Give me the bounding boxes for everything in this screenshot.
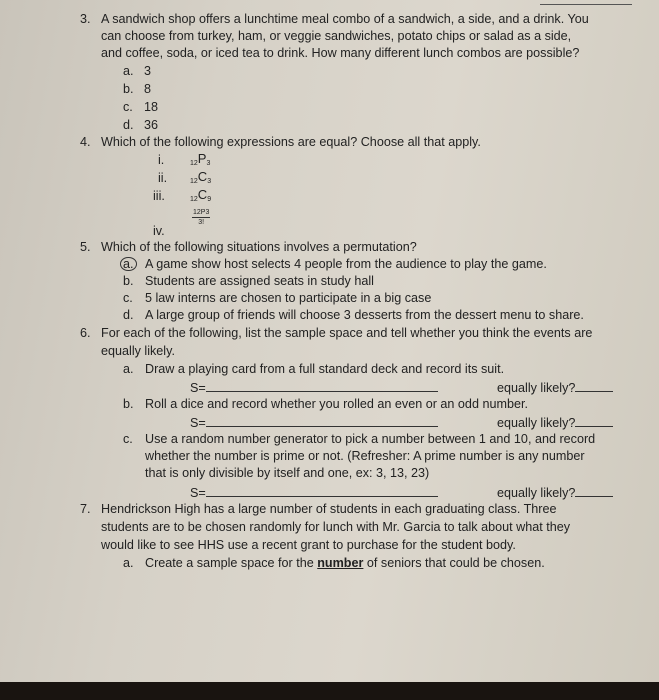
q4-expression-iii: $12C_9$ bbox=[190, 187, 212, 203]
q6-text-line: equally likely. bbox=[101, 344, 175, 358]
q3-option-letter: a. bbox=[123, 64, 134, 78]
q3-option-text: 8 bbox=[144, 82, 152, 96]
q6c-text-line: whether the number is prime or not. (Refresher: A prime number is any number bbox=[145, 449, 585, 463]
q5-option-text: Students are assigned seats in study hall bbox=[145, 274, 374, 288]
q5-option-text: A game show host selects 4 people from the audience to play the game. bbox=[145, 257, 547, 271]
q4-number: 4. bbox=[80, 135, 91, 149]
q7-text-line: Hendrickson High has a large number of students in each graduating class. Three bbox=[101, 502, 557, 516]
q6b-equally-likely[interactable]: equally likely? bbox=[497, 414, 613, 431]
q3-text-line: can choose from turkey, ham, or veggie sandwiches, potato chips or salad as a side, bbox=[101, 29, 572, 43]
q3-option-text: 36 bbox=[144, 118, 159, 132]
q6c-sample-space[interactable]: S= bbox=[190, 484, 438, 501]
q6a-sample-space[interactable]: S= bbox=[190, 379, 438, 396]
q7-text-line: students are to be chosen randomly for lunch with Mr. Garcia to talk about what they bbox=[101, 520, 571, 534]
q3-text-line: A sandwich shop offers a lunchtime meal combo of a sandwich, a side, and a drink. You bbox=[101, 12, 589, 26]
q5-option-text: A large group of friends will choose 3 desserts from the dessert menu to share. bbox=[145, 308, 584, 322]
q7a-letter: a. bbox=[123, 556, 134, 570]
q5-number: 5. bbox=[80, 240, 91, 254]
q4-expression-ii: $12C_3$ bbox=[190, 169, 212, 185]
q6-number: 6. bbox=[80, 326, 91, 340]
q3-option-letter: d. bbox=[123, 118, 134, 132]
header-rule bbox=[540, 4, 632, 5]
q4-text: Which of the following expressions are equal? Choose all that apply. bbox=[101, 135, 481, 149]
q4-numeral: i. bbox=[158, 153, 165, 167]
q3-number: 3. bbox=[80, 12, 91, 26]
q6c-text-line: that is only divisible by itself and one, ex: 3, 13, 23) bbox=[145, 466, 430, 480]
q4-numeral: iii. bbox=[153, 189, 165, 203]
q4-expression-i: $12P_3$ bbox=[190, 151, 211, 167]
q5-option-letter: d. bbox=[123, 308, 134, 322]
q6c-text-line: Use a random number generator to pick a number between 1 and 10, and record bbox=[145, 432, 596, 446]
q6a-letter: a. bbox=[123, 362, 134, 376]
q4-expression-iv-fraction: $\frac{12P3}{3!}$ bbox=[193, 209, 210, 226]
q3-option-letter: c. bbox=[123, 100, 133, 114]
q6a-text: Draw a playing card from a full standard deck and record its suit. bbox=[145, 362, 505, 376]
q7-text-line: would like to see HHS use a recent grant to purchase for the student body. bbox=[101, 538, 516, 552]
q4-numeral: iv. bbox=[153, 224, 165, 238]
q5-text: Which of the following situations involves a permutation? bbox=[101, 240, 417, 254]
q3-text-line: and coffee, soda, or iced tea to drink. How many different lunch combos are possible? bbox=[101, 46, 580, 60]
q6c-letter: c. bbox=[123, 432, 133, 446]
q6b-sample-space[interactable]: S= bbox=[190, 414, 438, 431]
q7-number: 7. bbox=[80, 502, 91, 516]
q3-option-text: 18 bbox=[144, 100, 159, 114]
q3-option-text: 3 bbox=[144, 64, 152, 78]
q5-option-text: 5 law interns are chosen to participate in a big case bbox=[145, 291, 432, 305]
q6c-equally-likely[interactable]: equally likely? bbox=[497, 484, 613, 501]
table-surface bbox=[0, 682, 659, 700]
q5-option-letter: c. bbox=[123, 291, 133, 305]
q6-text-line: For each of the following, list the sample space and tell whether you think the events are bbox=[101, 326, 593, 340]
q7a-text: Create a sample space for the number of seniors that could be chosen. bbox=[145, 556, 545, 570]
q6a-equally-likely[interactable]: equally likely? bbox=[497, 379, 613, 396]
q5-option-letter-circled: a. bbox=[123, 257, 137, 272]
q3-option-letter: b. bbox=[123, 82, 134, 96]
q5-option-letter: b. bbox=[123, 274, 134, 288]
q6b-text: Roll a dice and record whether you rolled an even or an odd number. bbox=[145, 397, 528, 411]
q4-numeral: ii. bbox=[158, 171, 168, 185]
q6b-letter: b. bbox=[123, 397, 134, 411]
